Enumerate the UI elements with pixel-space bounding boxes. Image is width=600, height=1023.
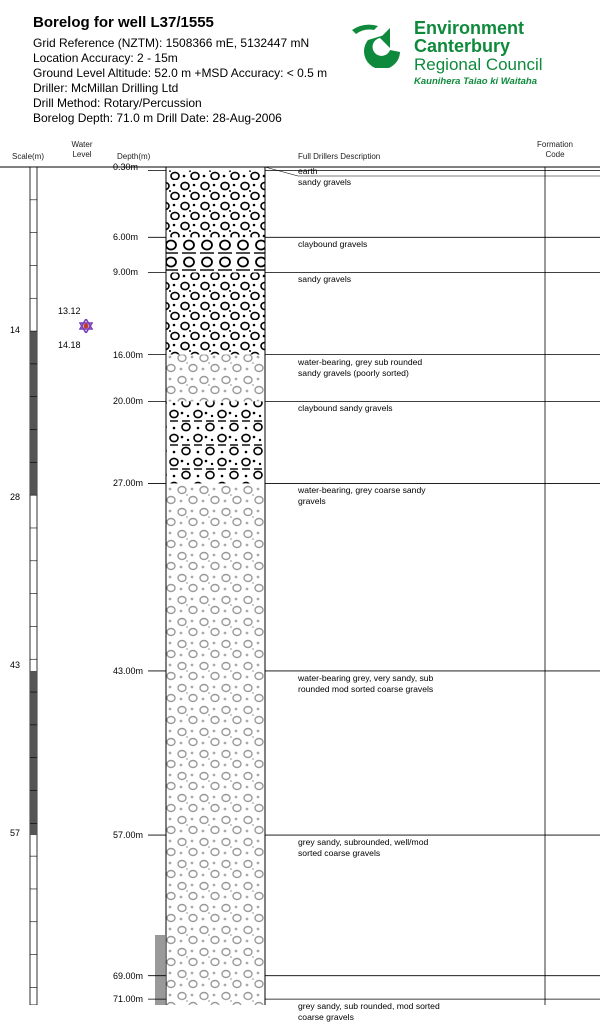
scale-label-43: 43 <box>10 660 21 670</box>
col-header-scale: Scale(m) <box>12 152 45 161</box>
description-line: grey sandy, subrounded, well/mod <box>298 837 429 848</box>
logo-line-1: Environment <box>414 18 525 38</box>
scale-bar-segment-1 <box>30 671 37 835</box>
depth-label: 71.00m <box>113 994 144 1005</box>
layer-description <box>298 177 351 188</box>
layer-fill-6 <box>166 483 265 671</box>
description-line: sorted coarse gravels <box>298 848 381 859</box>
water-level-lower: 14.18 <box>58 340 81 350</box>
depth-label: 27.00m <box>113 478 144 489</box>
depth-label: 69.00m <box>113 970 144 981</box>
layer-fill-2 <box>166 237 265 272</box>
layer-description <box>298 239 367 250</box>
drill-method: Drill Method: Rotary/Percussion <box>33 96 202 110</box>
description-line: claybound gravels <box>298 239 368 250</box>
layer-fill-5 <box>166 401 265 483</box>
description-line: water-bearing, grey sub rounded <box>298 356 423 367</box>
description-line: water-bearing, grey coarse sandy <box>298 485 426 496</box>
layer-description <box>298 1001 440 1023</box>
scale-label-28: 28 <box>10 492 21 502</box>
water-level-star-icon <box>79 319 93 333</box>
earth-leader-line <box>265 167 298 176</box>
scale-label-14: 14 <box>10 325 21 335</box>
layer-description <box>298 403 393 414</box>
layer-fill-4 <box>166 355 265 402</box>
description-line: sandy gravels (poorly sorted) <box>298 367 409 378</box>
description-line: coarse gravels <box>298 1012 354 1023</box>
layer-description <box>298 274 351 285</box>
col-header-depth: Depth(m) <box>117 152 151 161</box>
layer-description <box>298 673 433 695</box>
description-line: gravels <box>298 496 326 507</box>
logo-line-3: Regional Council <box>414 55 543 74</box>
col-header-water-level-line2: Level <box>72 150 92 159</box>
col-header-formation-line2: Code <box>545 150 565 159</box>
description-line: claybound sandy gravels <box>298 403 393 414</box>
description-line: grey sandy, sub rounded, mod sorted <box>298 1001 440 1012</box>
depth-label: 43.00m <box>113 665 144 676</box>
col-header-description: Full Drillers Description <box>298 152 381 161</box>
borelog-depth-and-date: Borelog Depth: 71.0 m Drill Date: 28-Aug-2006 <box>33 111 282 125</box>
description-line: earth <box>298 166 318 176</box>
col-header-water-level-line1: Water <box>71 140 93 149</box>
layer-fill-1 <box>166 171 265 238</box>
layer-fill-7 <box>166 671 265 835</box>
col-header-formation-line1: Formation <box>536 140 573 149</box>
driller: Driller: McMillan Drilling Ltd <box>33 81 179 95</box>
description-line: water-bearing grey, very sandy, sub <box>298 672 434 683</box>
scale-bar <box>30 167 37 1005</box>
layer-fill-3 <box>166 272 265 354</box>
location-accuracy: Location Accuracy: 2 - 15m <box>33 51 178 65</box>
water-level-upper: 13.12 <box>58 306 81 316</box>
layer-fill-10 <box>166 999 265 1005</box>
scale-label-57: 57 <box>10 828 21 838</box>
depth-label: 9.00m <box>113 267 139 278</box>
layer-description <box>298 837 428 859</box>
logo-line-2: Canterbury <box>414 36 511 56</box>
page-title: Borelog for well L37/1555 <box>33 14 214 31</box>
description-line: sandy gravels <box>298 176 352 187</box>
depth-label: 6.00m <box>113 232 139 243</box>
ground-level-altitude: Ground Level Altitude: 52.0 m +MSD Accuracy: < 0.5 m <box>33 66 328 80</box>
grid-reference: Grid Reference (NZTM): 1508366 mE, 5132447 mN <box>33 36 310 50</box>
layer-fill-9 <box>166 976 265 999</box>
depth-label: 0.30m <box>113 162 139 172</box>
layer-description <box>298 485 426 507</box>
description-line: sandy gravels <box>298 274 352 285</box>
depth-label: 20.00m <box>113 396 144 407</box>
description-line: rounded mod sorted coarse gravels <box>298 683 434 694</box>
layer-fill-8 <box>166 835 265 976</box>
depth-label: 57.00m <box>113 830 144 841</box>
depth-label: 16.00m <box>113 349 144 360</box>
logo-tagline: Kaunihera Taiao ki Waitaha <box>414 76 538 87</box>
layer-description <box>298 357 422 379</box>
layer-description <box>298 166 318 177</box>
scale-bar-segment-0 <box>30 331 37 495</box>
